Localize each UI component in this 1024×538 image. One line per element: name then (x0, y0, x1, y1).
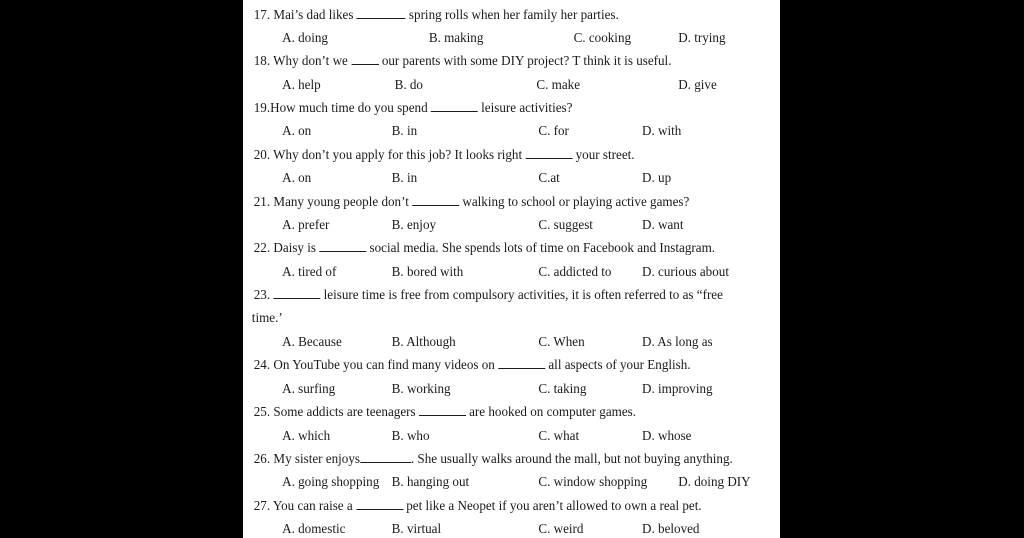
option-d: D. up (642, 170, 672, 185)
answer-blank (360, 451, 411, 463)
option-d: D. whose (642, 428, 692, 443)
question-text: Why don’t we (273, 53, 348, 68)
option-a: A. going shopping (282, 474, 380, 489)
question-text: walking to school or playing active games? (462, 194, 690, 209)
option-b: B. do (394, 77, 423, 92)
option-b: B. enjoy (391, 217, 437, 232)
question-text: You can raise a (272, 498, 353, 513)
option-b: B. hanging out (391, 474, 470, 489)
question-22 (243, 240, 768, 256)
option-c: C. what (538, 428, 580, 443)
question-text: On YouTube you can find many videos on (273, 357, 495, 372)
answer-blank (525, 147, 572, 159)
answer-blank (419, 404, 466, 416)
answer-blank (273, 287, 320, 299)
option-b: B. bored with (391, 264, 464, 279)
option-c: C. make (536, 77, 581, 92)
answer-blank (431, 100, 478, 112)
option-b: B. making (428, 30, 484, 45)
question-text: Some addicts are teenagers (273, 404, 416, 419)
question-text: Mai’s dad likes (273, 7, 354, 22)
question-text: your street. (575, 147, 635, 162)
question-text: time.’ (251, 310, 283, 325)
option-b: B. working (391, 381, 451, 396)
question-23 (243, 287, 768, 303)
question-text: social media. She spends lots of time on Facebook and Instagram. (369, 240, 716, 255)
option-d: D. As long as (642, 334, 713, 349)
question-number: 22. (253, 240, 271, 255)
option-a: A. tired of (282, 264, 337, 279)
question-20 (243, 147, 768, 163)
question-text: spring rolls when her family her parties. (408, 7, 619, 22)
option-a: A. Because (282, 334, 342, 349)
question-number: 21. (253, 194, 271, 209)
option-c: C. suggest (538, 217, 593, 232)
question-text: Many young people don’t (273, 194, 409, 209)
question-number: 17. (253, 7, 271, 22)
question-23-continuation (243, 310, 768, 326)
answer-blank (357, 7, 406, 19)
question-24 (243, 357, 768, 373)
question-26 (243, 451, 768, 467)
question-text: . She usually walks around the mall, but not buying anything. (410, 451, 733, 466)
option-d: D. give (678, 77, 717, 92)
answer-blank (356, 498, 403, 510)
question-18 (243, 53, 768, 69)
answer-blank (351, 53, 378, 65)
question-text: Why don’t you apply for this job? It looks right (273, 147, 523, 162)
option-c: C.at (538, 170, 560, 185)
question-number: 19. (253, 100, 271, 115)
option-c: C. taking (538, 381, 587, 396)
question-number: 27. (253, 498, 271, 513)
question-text: My sister enjoys (273, 451, 361, 466)
answer-blank (498, 357, 545, 369)
question-text: leisure activities? (481, 100, 573, 115)
option-c: C. cooking (573, 30, 632, 45)
option-b: B. virtual (391, 521, 442, 536)
option-b: B. in (391, 170, 418, 185)
option-d: D. trying (678, 30, 726, 45)
option-c: C. weird (538, 521, 584, 536)
question-number: 18. (253, 53, 271, 68)
option-c: C. window shopping (538, 474, 648, 489)
option-a: A. on (282, 170, 312, 185)
option-b: B. in (391, 123, 418, 138)
option-a: A. prefer (282, 217, 330, 232)
question-text: Daisy is (273, 240, 316, 255)
option-b: B. Although (391, 334, 456, 349)
question-27 (243, 498, 768, 514)
option-c: C. When (538, 334, 585, 349)
option-a: A. doing (282, 30, 328, 45)
option-d: D. improving (642, 381, 713, 396)
option-d: D. with (642, 123, 682, 138)
question-text: How much time do you spend (270, 100, 428, 115)
option-b: B. who (391, 428, 430, 443)
option-c: C. for (538, 123, 569, 138)
option-a: A. help (282, 77, 321, 92)
option-a: A. domestic (282, 521, 346, 536)
question-17 (243, 7, 768, 23)
question-number: 26. (253, 451, 271, 466)
question-number: 25. (253, 404, 271, 419)
option-d: D. want (642, 217, 684, 232)
option-d: D. doing DIY (678, 474, 751, 489)
question-number: 20. (253, 147, 271, 162)
option-a: A. on (282, 123, 312, 138)
question-text: are hooked on computer games. (469, 404, 637, 419)
option-c: C. addicted to (538, 264, 612, 279)
question-text: all aspects of your English. (548, 357, 691, 372)
question-21 (243, 194, 768, 210)
question-text: pet like a Neopet if you aren’t allowed to own a real pet. (406, 498, 702, 513)
question-number: 24. (253, 357, 271, 372)
answer-blank (412, 194, 459, 206)
option-a: A. surfing (282, 381, 336, 396)
question-25 (243, 404, 768, 420)
option-a: A. which (282, 428, 331, 443)
option-d: D. curious about (642, 264, 729, 279)
option-d: D. beloved (642, 521, 700, 536)
question-text: leisure time is free from compulsory activities, it is often referred to as “free (323, 287, 723, 302)
question-19 (243, 100, 768, 116)
question-number: 23. (253, 287, 271, 302)
answer-blank (319, 240, 366, 252)
question-text: our parents with some DIY project? T think it is useful. (381, 53, 672, 68)
worksheet-page (243, 0, 780, 538)
